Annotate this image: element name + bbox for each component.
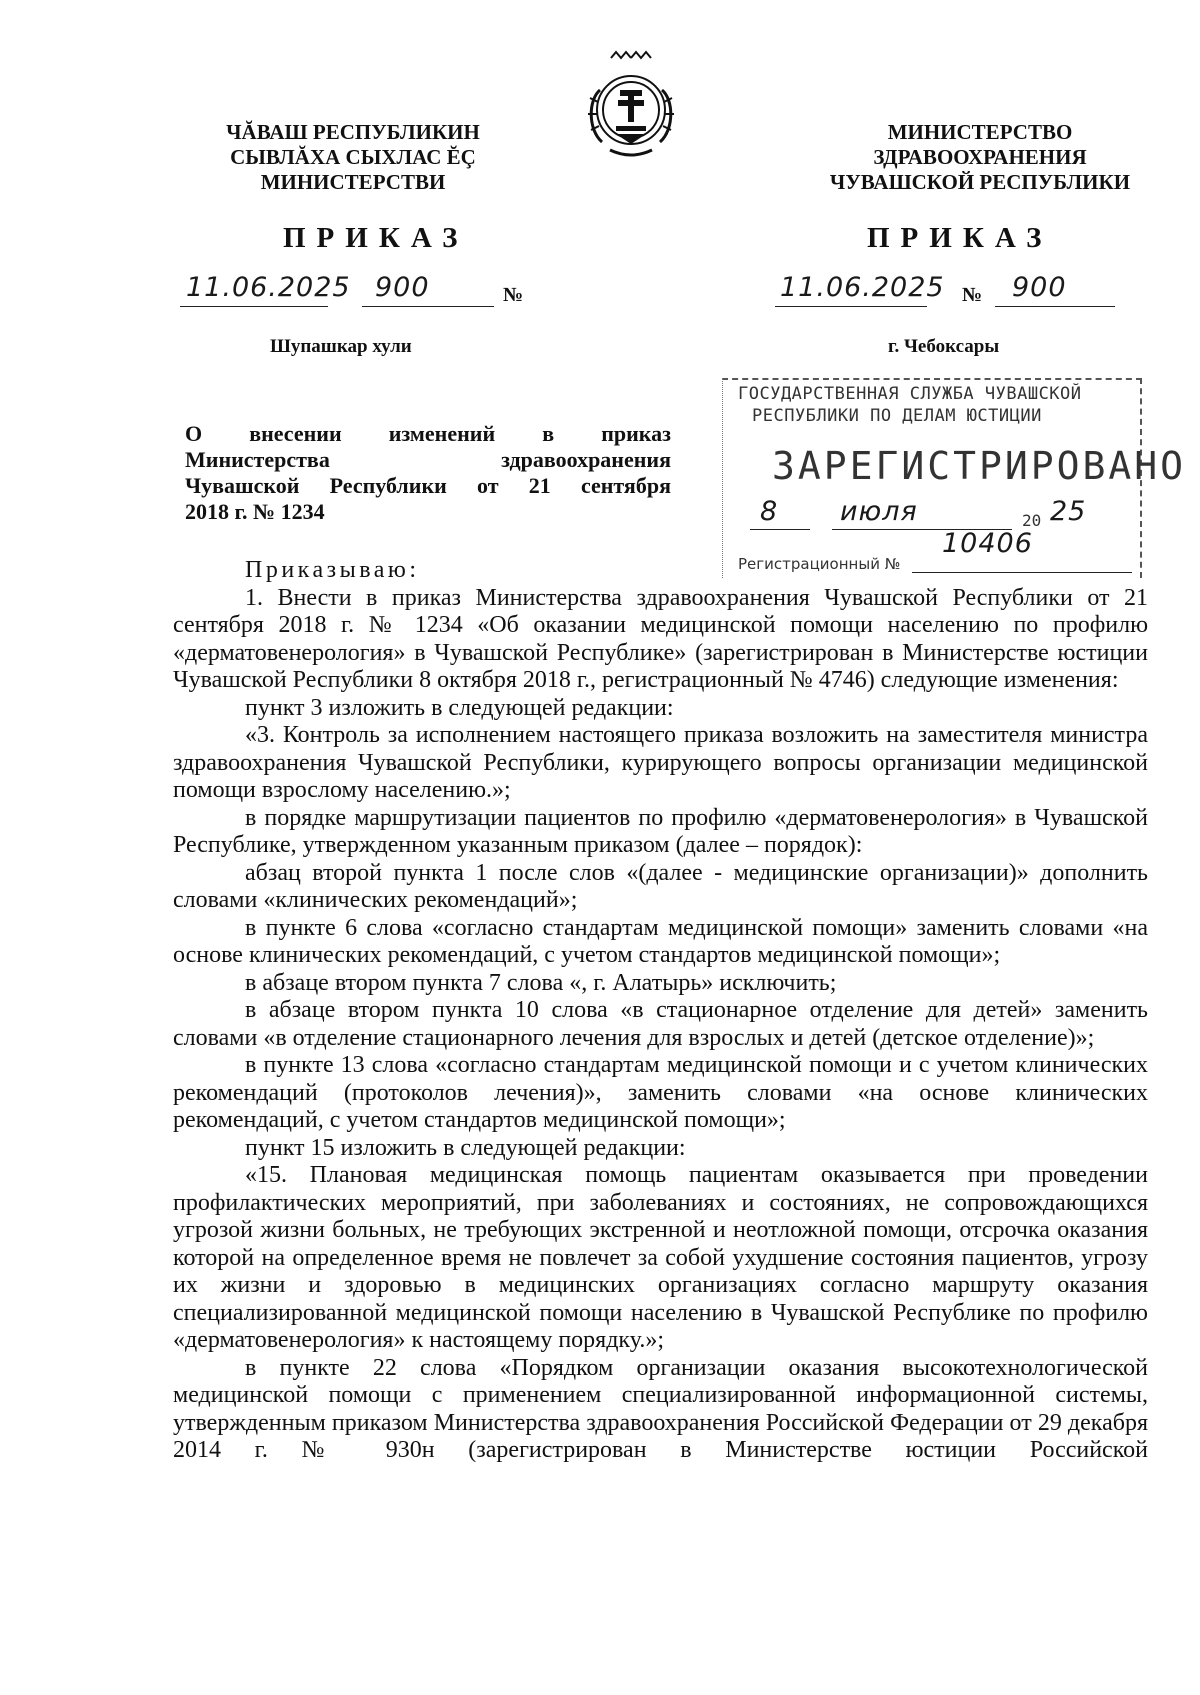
body-paragraph: пункт 3 изложить в следующей редакции: — [245, 694, 674, 721]
left-number-sign: № — [503, 284, 524, 306]
title-word: Министерства — [185, 447, 330, 472]
header-right-line: МИНИСТЕРСТВО — [887, 120, 1073, 144]
left-order-number: 900 — [375, 272, 430, 303]
title-word: от — [477, 473, 499, 498]
body-paragraph: 1. Внести в приказ Министерства здравоохранения Чувашской Республики от 21 сентября 2018 г. № 1234 «Об оказании медицинской помощи населению по профилю «дерматовенерология» в Чувашской Республике» (зарегистрирован в Министерстве юстиции Чувашской Республики 8 октября 2018 г., регистрационный № 4746) следующие изменения: — [173, 584, 1148, 693]
place-left: Шупашкар хули — [270, 336, 412, 357]
title-word: приказ — [601, 421, 671, 446]
body-paragraph: в порядке маршрутизации пациентов по профилю «дерматовенерология» в Чувашской Республике, утвержденном указанным приказом (далее – порядок): — [173, 804, 1148, 858]
header-left-line: СЫВЛĂХА СЫХЛАС ĔÇ — [230, 145, 476, 169]
right-order-date: 11.06.2025 — [780, 272, 945, 303]
title-word: О — [185, 421, 203, 446]
stamp-reg-number: 10406 — [942, 528, 1033, 559]
place-right: г. Чебоксары — [888, 336, 1000, 357]
body-paragraph: в абзаце втором пункта 7 слова «, г. Алатырь» исключить; — [245, 969, 837, 996]
stamp-day-underline — [750, 528, 810, 530]
stamp-border-left — [722, 378, 723, 578]
body-paragraph: в пункте 22 слова «Порядком организации оказания высокотехнологической медицинской помощи с применением специализированной информационной системы, утвержденным приказом Министерства здравоохранения Российской Федерации от 29 декабря 2014 г. № 930н (зарегистрирован в Министерстве юстиции Российской — [173, 1354, 1148, 1463]
header-left-line: МИНИСТЕРСТВИ — [260, 170, 446, 194]
stamp-year: 25 — [1050, 496, 1087, 527]
header-right-line: ЧУВАШСКОЙ РЕСПУБЛИКИ — [829, 170, 1131, 194]
stamp-agency-line-2: РЕСПУБЛИКИ ПО ДЕЛАМ ЮСТИЦИИ — [752, 406, 1042, 426]
title-word: 21 — [528, 473, 551, 498]
body-paragraph: в пункте 6 слова «согласно стандартам медицинской помощи» заменить словами «на основе клинических рекомендаций, с учетом стандартов медицинской помощи»; — [173, 914, 1148, 968]
title-word: в — [542, 421, 555, 446]
right-number-underline — [995, 305, 1115, 307]
title-line-4: 2018 г. № 1234 — [185, 499, 325, 524]
title-line-3 — [185, 473, 671, 499]
stamp-border-top — [722, 378, 1142, 380]
title-word: Чувашской — [185, 473, 300, 498]
stamp-status: ЗАРЕГИСТРИРОВАНО — [772, 444, 1187, 488]
title-line-1 — [185, 421, 671, 447]
document-body — [173, 557, 1148, 1465]
title-line-2 — [185, 447, 671, 473]
order-title-right: ПРИКАЗ — [867, 222, 1053, 254]
header-right-line: ЗДРАВООХРАНЕНИЯ — [873, 145, 1087, 169]
stamp-year-prefix: 20 — [1022, 511, 1042, 530]
left-number-underline — [362, 305, 494, 307]
title-word: сентября — [580, 473, 671, 498]
left-order-date: 11.06.2025 — [186, 272, 351, 303]
body-paragraph: абзац второй пункта 1 после слов «(далее - медицинские организации)» дополнить словами «клинических рекомендаций»; — [173, 859, 1148, 913]
header-left-line: ЧĂВАШ РЕСПУБЛИКИН — [226, 120, 480, 144]
chuvash-republic-emblem — [580, 50, 682, 162]
stamp-day: 8 — [760, 496, 779, 527]
header-left — [153, 120, 553, 195]
right-order-number: 900 — [1012, 272, 1067, 303]
header-right — [780, 120, 1180, 195]
right-number-sign: № — [962, 284, 983, 306]
title-word: изменений — [388, 421, 496, 446]
left-date-underline — [180, 305, 328, 307]
body-paragraph: «15. Плановая медицинская помощь пациентам оказывается при проведении профилактических мероприятий, при заболеваниях и состояниях, не сопровождающихся угрозой жизни больных, не требующих экстренной и неотложной помощи, отсрочка оказания которой на определенное время не повлечет за собой ухудшение состояния пациентов, угрозу их жизни и здоровью в медицинских организациях согласно маршруту оказания специализированной медицинской помощи населению в Чувашской Республике по профилю «дерматовенерология» к настоящему порядку.»; — [173, 1162, 1148, 1353]
body-paragraph: в пункте 13 слова «согласно стандартам медицинской помощи и с учетом клинических рекомендаций (протоколов лечения)», заменить словами «на основе клинических рекомендаций, с учетом стандартов медицинской помощи»; — [173, 1052, 1148, 1133]
stamp-reg-label: Регистрационный № — [738, 555, 901, 573]
order-title-left: ПРИКАЗ — [283, 222, 469, 254]
body-paragraph: «3. Контроль за исполнением настоящего приказа возложить на заместителя министра здравоохранения Чувашской Республики, курирующего вопросы организации медицинской помощи взрослому населению.»; — [173, 722, 1148, 803]
order-directive: Приказываю: — [245, 557, 420, 583]
registration-stamp — [722, 378, 1187, 578]
document-title — [185, 421, 671, 525]
stamp-month: июля — [840, 496, 918, 527]
title-word: Республики — [329, 473, 447, 498]
title-word: внесении — [249, 421, 342, 446]
body-paragraph: в абзаце втором пункта 10 слова «в стационарное отделение для детей» заменить словами «в отделение стационарного лечения для взрослых и детей (детское отделение)»; — [173, 997, 1148, 1051]
right-date-underline — [775, 305, 927, 307]
title-word: здравоохранения — [501, 447, 671, 472]
stamp-agency-line-1: ГОСУДАРСТВЕННАЯ СЛУЖБА ЧУВАШСКОЙ — [738, 384, 1082, 404]
body-paragraph: пункт 15 изложить в следующей редакции: — [245, 1134, 686, 1161]
